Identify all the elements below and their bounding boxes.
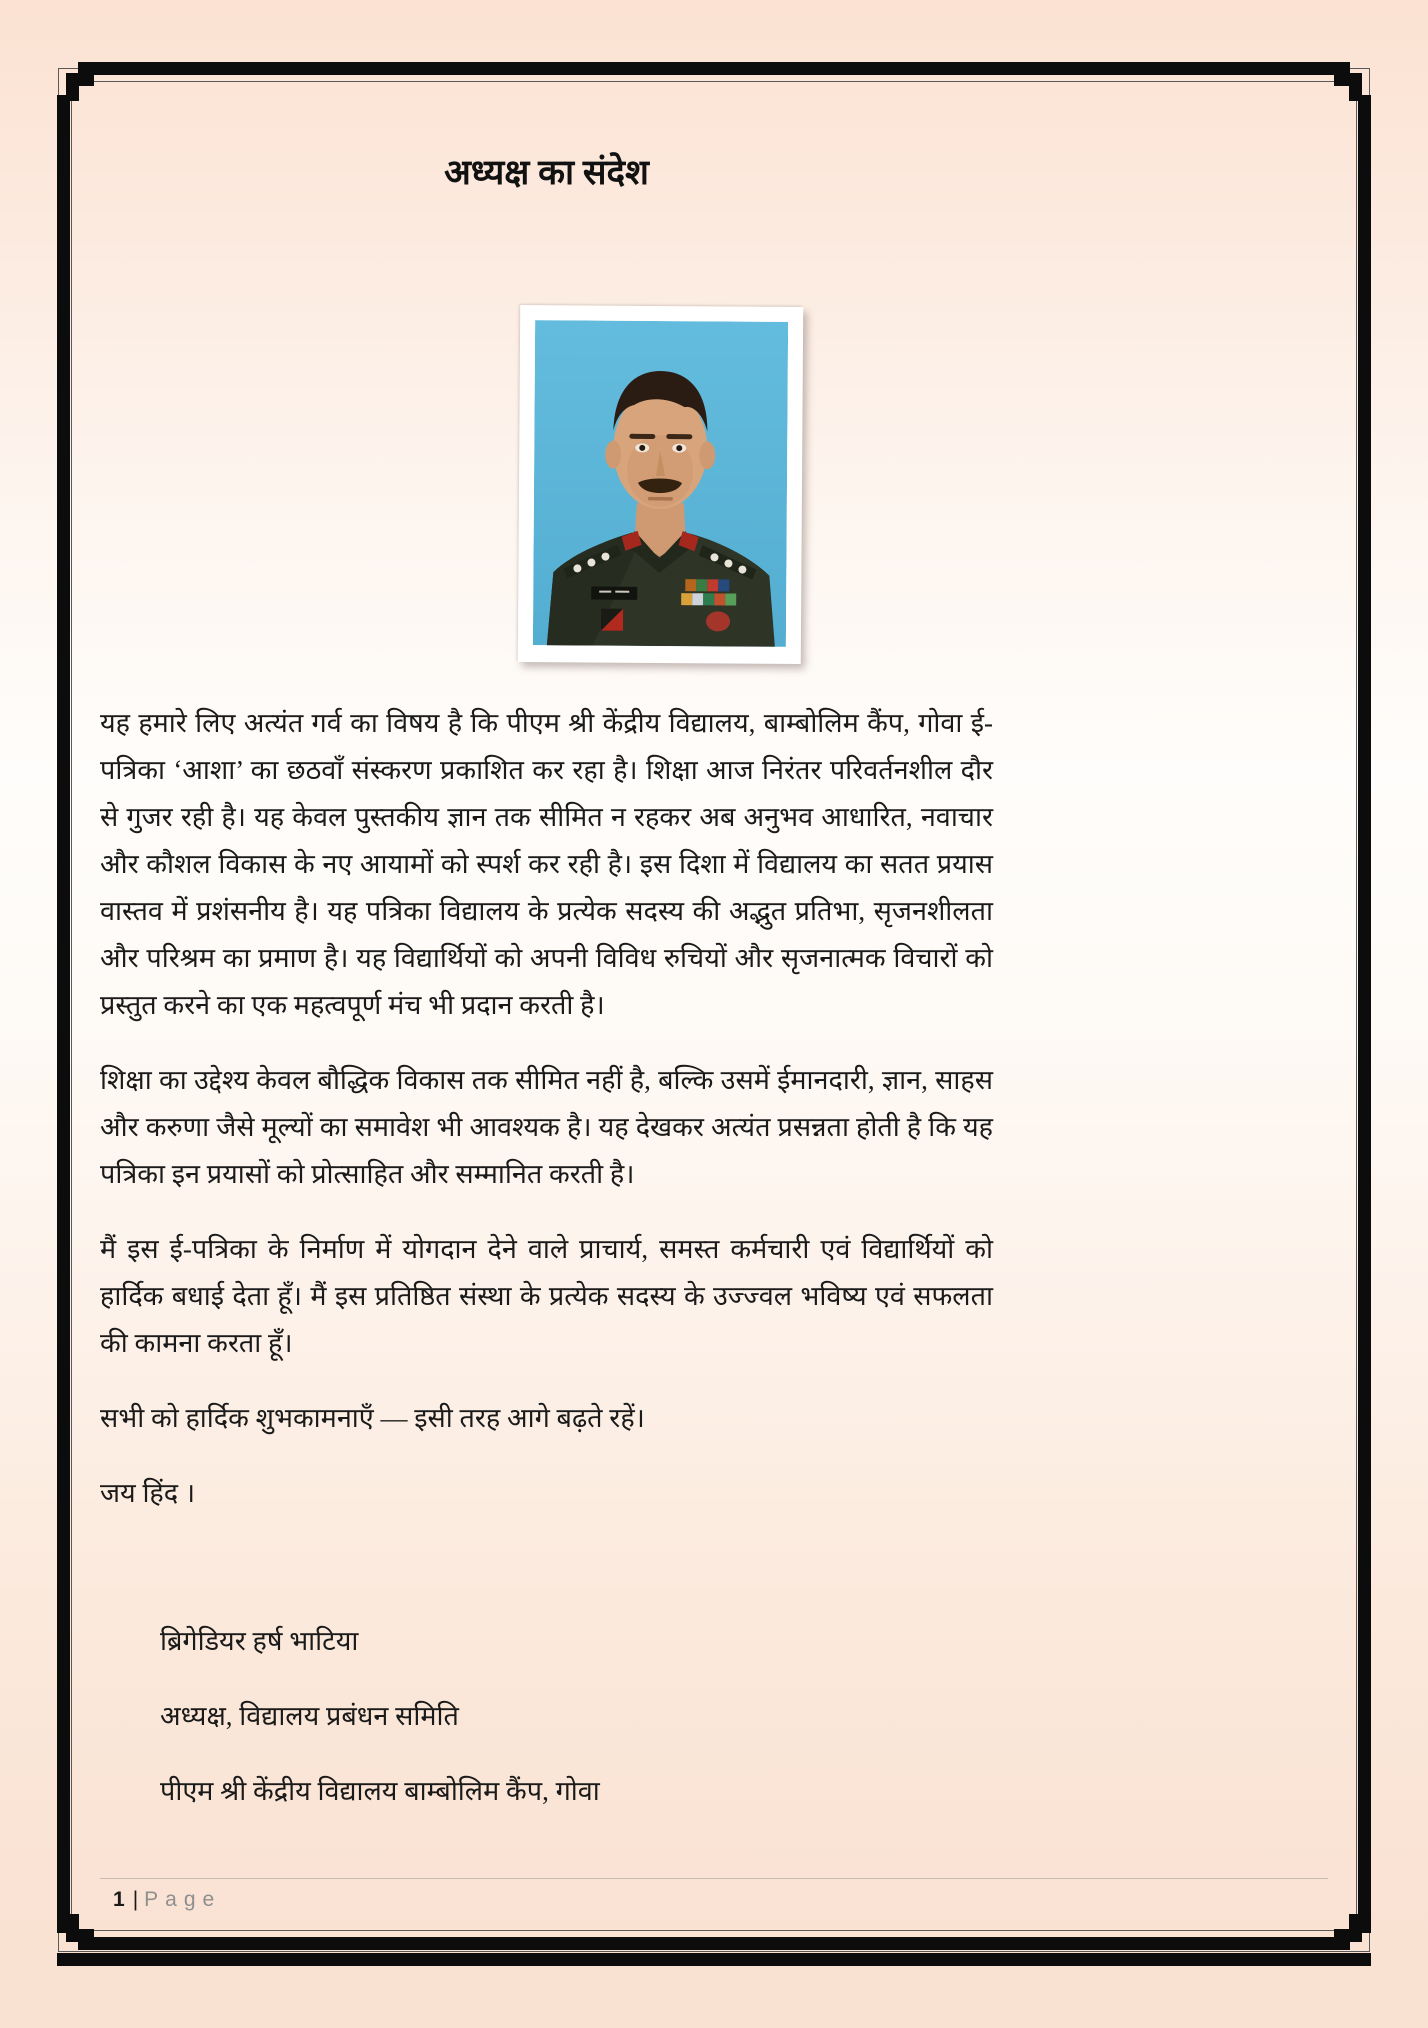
signature-role: अध्यक्ष, विद्यालय प्रबंधन समिति: [160, 1701, 459, 1731]
signature-block: [160, 1618, 600, 1843]
paragraph: सभी को हार्दिक शुभकामनाएँ — इसी तरह आगे बढ़ते रहें।: [100, 1403, 645, 1433]
border-band-bottom-inner: [78, 1937, 1350, 1950]
border-band-bottom-outer: [57, 1953, 1371, 1966]
footer-divider: [100, 1878, 1328, 1879]
border-corner-step: [66, 73, 79, 101]
border-corner-step: [1349, 1914, 1362, 1942]
portrait-image: [533, 320, 788, 647]
footer-label: Page: [144, 1888, 222, 1911]
message-body: [100, 700, 993, 1545]
paragraph: मैं इस ई-पत्रिका के निर्माण में योगदान देने वाले प्राचार्य, समस्त कर्मचारी एवं विद्यार्थियों को हार्दिक बधाई देता हूँ। मैं इस प्रतिष्ठित संस्था के प्रत्येक सदस्य के उज्ज्वल भविष्य एवं सफलता की कामना करता हूँ।: [100, 1234, 993, 1358]
border-band-right: [1358, 95, 1371, 1933]
signature-name: ब्रिगेडियर हर्ष भाटिया: [160, 1626, 359, 1656]
page-footer: [113, 1888, 221, 1912]
page-number: 1: [113, 1888, 125, 1911]
chairman-photo: [518, 305, 803, 664]
paragraph: यह हमारे लिए अत्यंत गर्व का विषय है कि पीएम श्री केंद्रीय विद्यालय, बाम्बोलिम कैंप, गोवा ई-पत्रिका ‘आशा’ का छठवाँ संस्करण प्रकाशित कर रहा है। शिक्षा आज निरंतर परिवर्तनशील दौर से गुजर रही है। यह केवल पुस्तकीय ज्ञान तक सीमित न रहकर अब अनुभव आधारित, नवाचार और कौशल विकास के नए आयामों को स्पर्श कर रही है। इस दिशा में विद्यालय का सतत प्रयास वास्तव में प्रशंसनीय है। यह पत्रिका विद्यालय के प्रत्येक सदस्य की अद्भुत प्रतिभा, सृजनशीलता और परिश्रम का प्रमाण है। यह विद्यार्थियों को अपनी विविध रुचियों और सृजनात्मक विचारों को प्रस्तुत करने का एक महत्वपूर्ण मंच भी प्रदान करती है।: [100, 708, 993, 1020]
paragraph: जय हिंद ।: [100, 1478, 196, 1508]
signature-school: पीएम श्री केंद्रीय विद्यालय बाम्बोलिम कैंप, गोवा: [160, 1776, 600, 1806]
border-corner-step: [1349, 73, 1362, 101]
footer-separator: |: [132, 1888, 139, 1911]
paragraph: शिक्षा का उद्देश्य केवल बौद्धिक विकास तक सीमित नहीं है, बल्कि उसमें ईमानदारी, ज्ञान, साहस और करुणा जैसे मूल्यों का समावेश भी आवश्यक है। यह देखकर अत्यंत प्रसन्नता होती है कि यह पत्रिका इन प्रयासों को प्रोत्साहित और सम्मानित करती है।: [100, 1065, 993, 1189]
border-band-top: [78, 62, 1350, 75]
page-title: अध्यक्ष का संदेश: [444, 153, 649, 192]
border-corner-step: [66, 1914, 79, 1942]
border-band-left: [57, 95, 70, 1933]
